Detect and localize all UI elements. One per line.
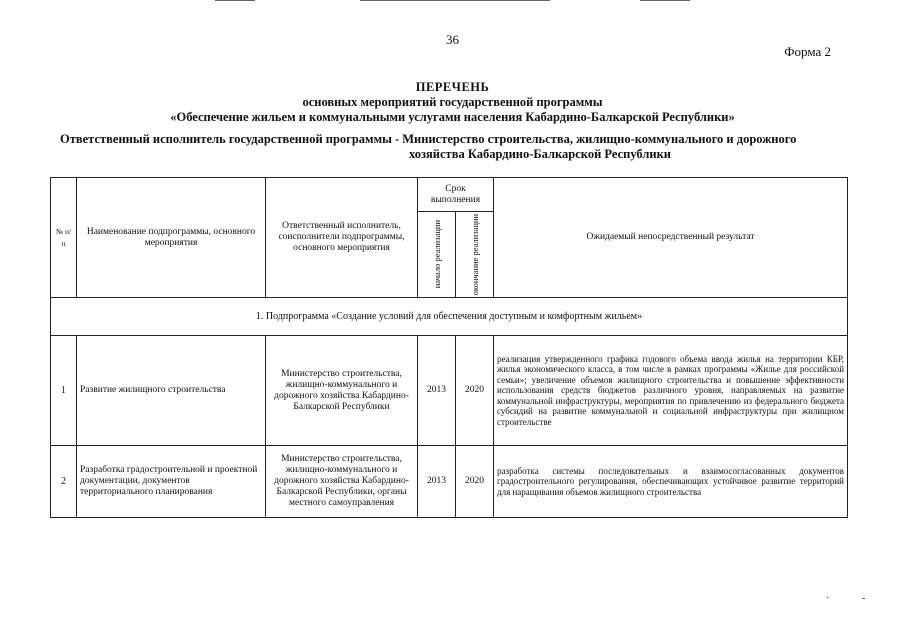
row-name: Развитие жилищного строительства (77, 336, 266, 446)
row-num: 1 (51, 336, 77, 446)
header-name: Наименование подпрограммы, основного мероприятия (77, 178, 266, 298)
row-executor: Министерство строительства, жилищно-коммунального и дорожного хозяйства Кабардино-Балкарской Республики, органы местного самоуправления (266, 446, 418, 518)
row-num: 2 (51, 446, 77, 518)
row-executor: Министерство строительства, жилищно-коммунального и дорожного хозяйства Кабардино-Балкарской Республики (266, 336, 418, 446)
scan-artifact-line (640, 0, 690, 1)
responsible-line-2: хозяйства Кабардино-Балкарской Республики (409, 147, 671, 161)
header-num: № п/п (51, 178, 77, 298)
title-program-name: «Обеспечение жильем и коммунальными услугами населения Кабардино-Балкарской Республики» (170, 110, 735, 124)
page-number: 36 (446, 32, 459, 47)
scan-mark: · (826, 593, 830, 604)
title-subheading: основных мероприятий государственной программы (302, 95, 603, 109)
document-title (0, 80, 905, 125)
header-term: Срок выполнения (418, 178, 494, 212)
row-start: 2013 (418, 446, 456, 518)
row-result: реализация утвержденного графика годового объема ввода жилья на территории КБР, жилья экономического класса, в том числе в рамках программы «Жилье для российской семьи»; увеличение объемов жилищного строительства и повышение эффективности использования средств бюджетов различного уровня, направляемых на развитие коммунальной инфраструктуры, мероприятия по привлечению из федерального бюджета субсидий на развитие коммунальной и социальной инфраструктуры при жилищном строительстве (494, 336, 848, 446)
responsible-executor (60, 132, 850, 162)
form-label: Форма 2 (784, 44, 831, 59)
row-name: Разработка градостроительной и проектной документации, документов территориального планирования (77, 446, 266, 518)
header-result: Ожидаемый непосредственный результат (494, 178, 848, 298)
row-end: 2020 (456, 336, 494, 446)
scan-artifact-line (360, 0, 550, 1)
header-start: начало реализации (418, 212, 456, 298)
row-result: разработка системы последовательных и взаимосогласованных документов градостроительного регулирования, обеспечивающих устойчивое развитие территорий для наращивания объемов жилищного строительства (494, 446, 848, 518)
scan-mark: - (862, 593, 866, 604)
title-heading: ПЕРЕЧЕНЬ (415, 80, 490, 94)
measures-table (50, 177, 848, 518)
scan-artifact-line (215, 0, 255, 1)
table-header-row (51, 178, 848, 212)
responsible-line-1: Ответственный исполнитель государственной программы - Министерство строительства, жилищно-коммунального и дорожного (60, 132, 797, 146)
row-start: 2013 (418, 336, 456, 446)
subprogram-row (51, 298, 848, 336)
row-end: 2020 (456, 446, 494, 518)
header-end: окончание реализации (456, 212, 494, 298)
subprogram-title: 1. Подпрограмма «Создание условий для обеспечения доступным и комфортным жильем» (51, 298, 848, 336)
table-row (51, 446, 848, 518)
header-executor: Ответственный исполнитель, соисполнители подпрограммы, основного мероприятия (266, 178, 418, 298)
table-row (51, 336, 848, 446)
